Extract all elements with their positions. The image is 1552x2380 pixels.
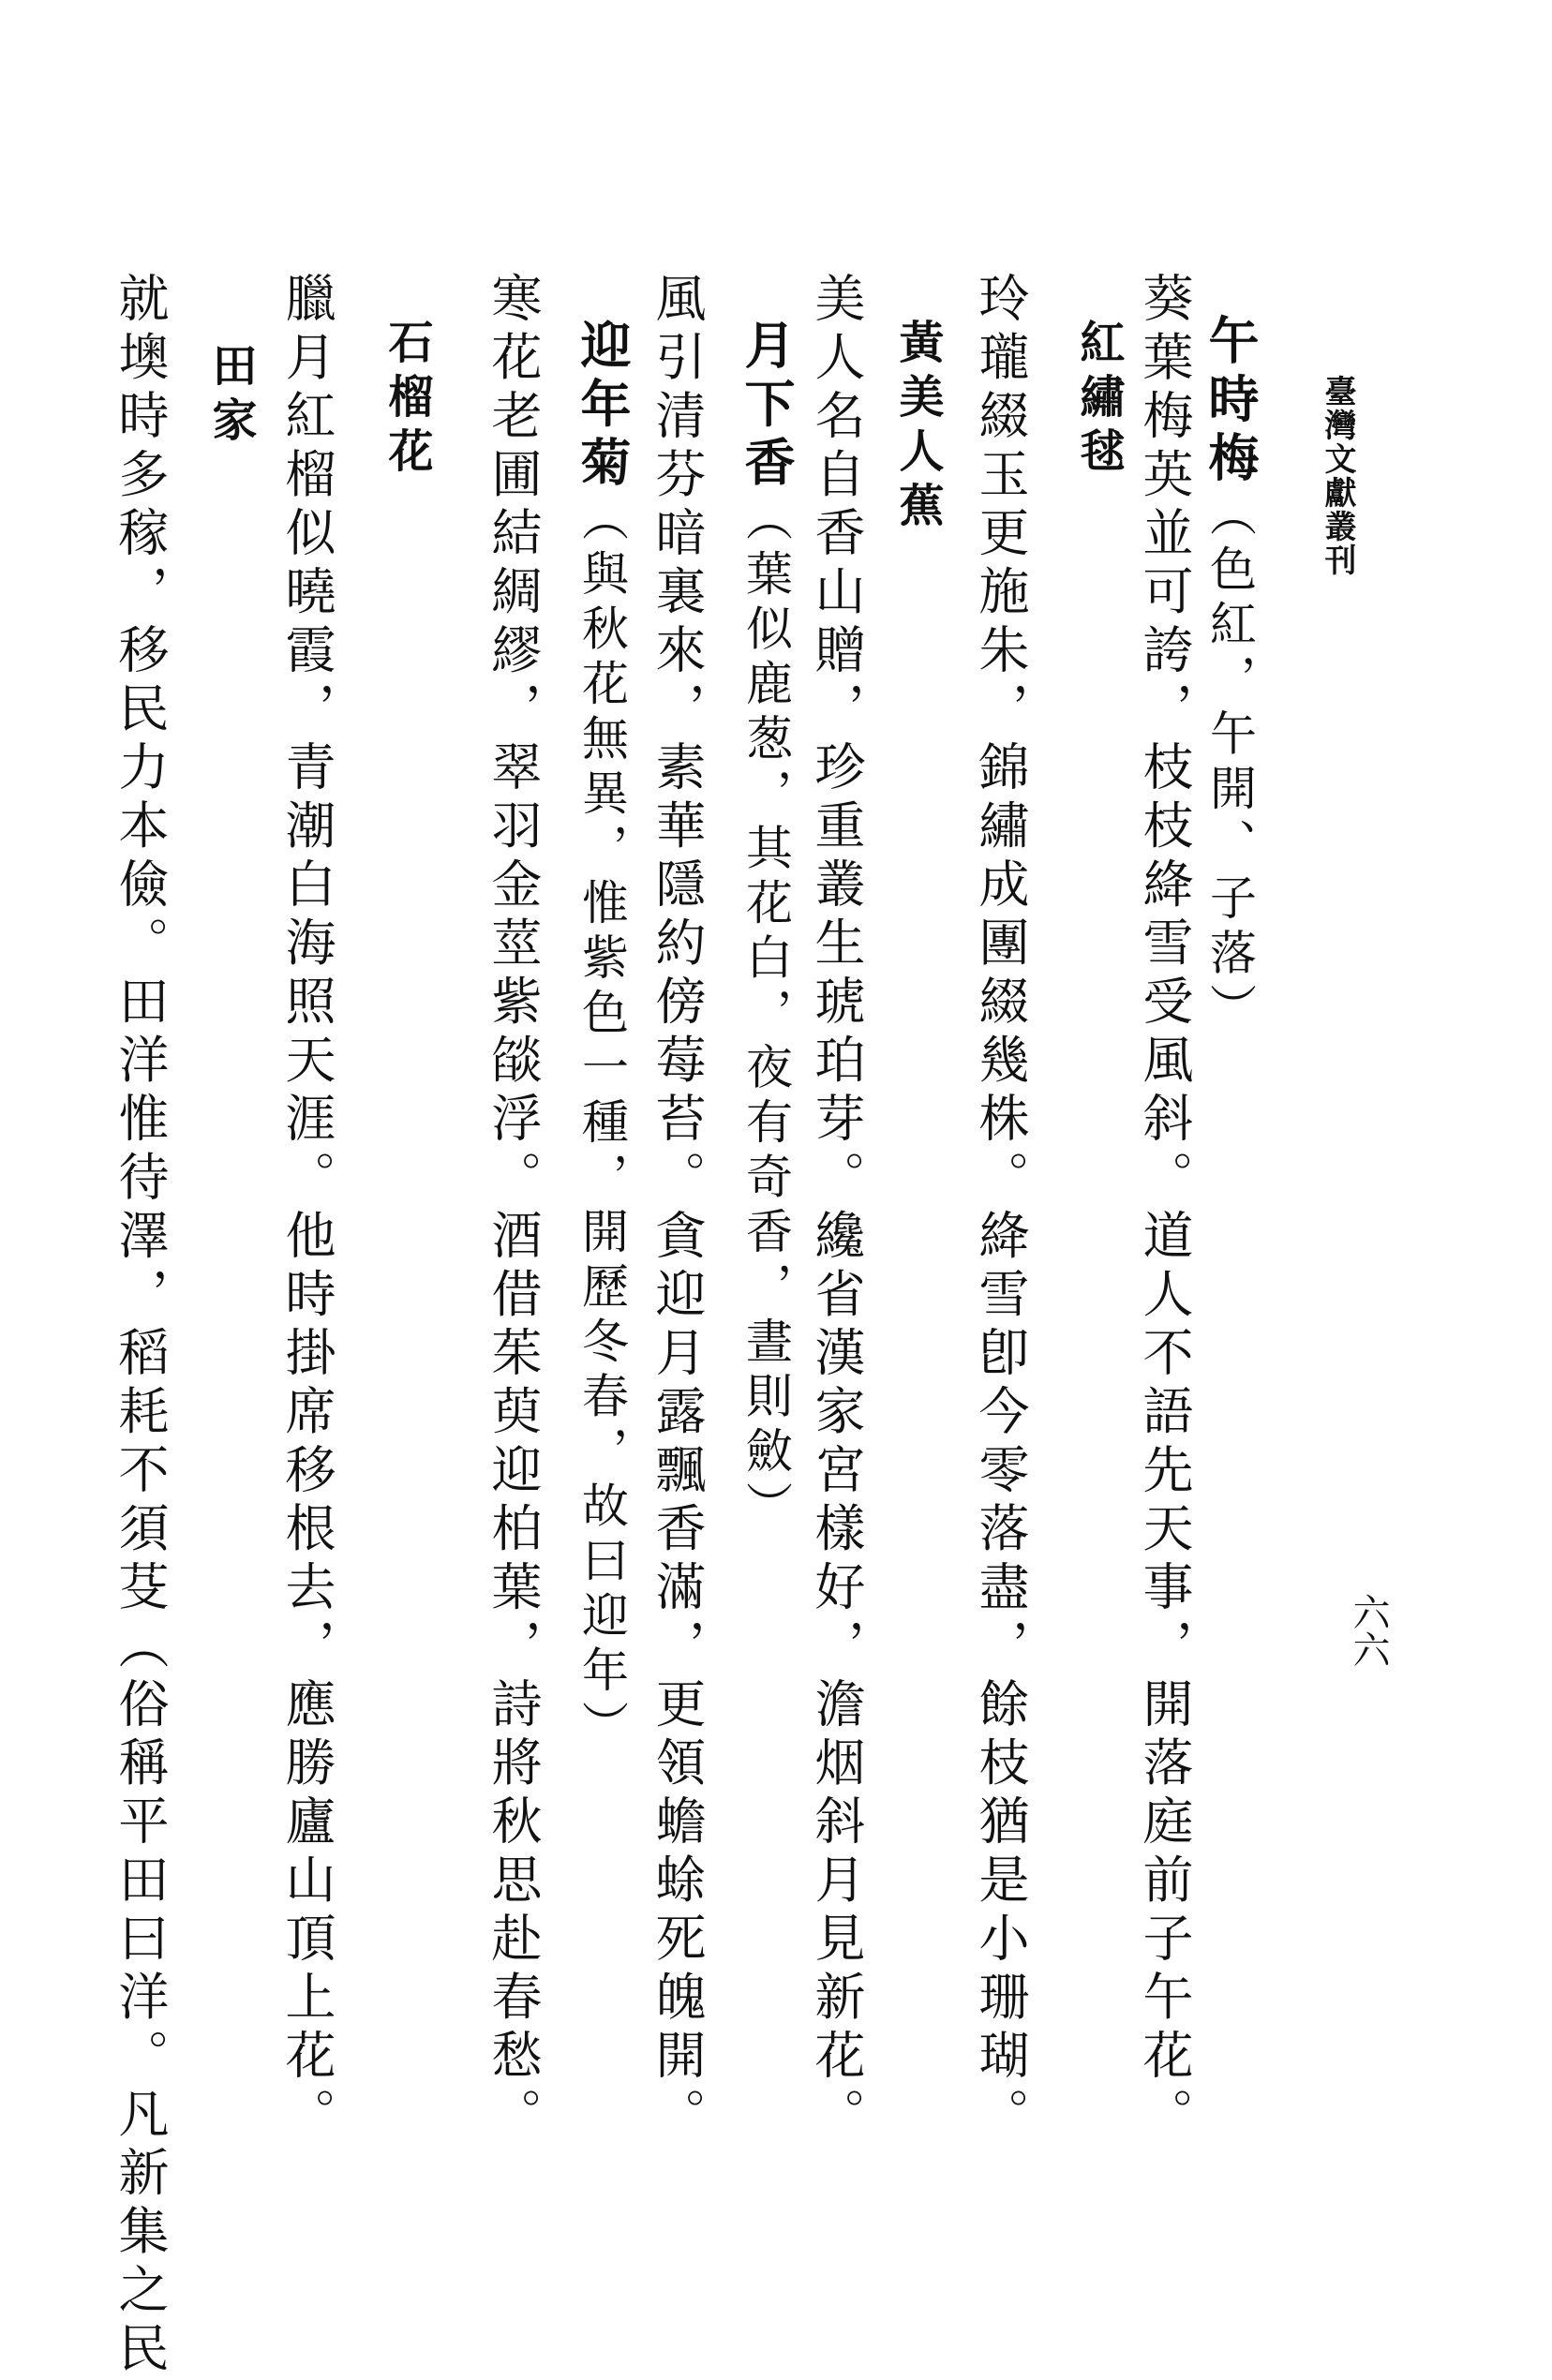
- poem-text-column: 臘月紅榴似曉霞，青潮白海照天涯。他時掛席移根去，應勝廬山頂上花。: [277, 272, 336, 2146]
- poem-text-column: 玲瓏綴玉更施朱，錦繡成團綴幾株。絳雪卽今零落盡，餘枝猶是小珊瑚。: [971, 272, 1030, 2146]
- page-number: 六六: [1347, 1593, 1390, 1668]
- poem-title-column: [737, 319, 796, 1536]
- poem-title-column: 紅繡毬: [1072, 319, 1125, 482]
- poem-text-column: 葵葉梅英並可誇，枝枝絳雪受風斜。道人不語先天事，開落庭前子午花。: [1135, 272, 1194, 2146]
- running-header-title: 臺灣文獻叢刊: [1319, 375, 1356, 577]
- poem-title-column: 石榴花: [381, 319, 433, 482]
- poem-text-column: 寒花老圃結綢繆，翠羽金莖紫燄浮。酒借茱萸迎柏葉，詩將秋思赴春愁。: [484, 272, 543, 2146]
- poem-title-column: [1201, 314, 1260, 1038]
- poem-title-column: [573, 319, 632, 1755]
- poem-title-column: 黃美人蕉: [891, 319, 944, 536]
- poem-note: （色紅，午開、子落）: [1202, 489, 1257, 1038]
- poem-note: （與秋花無異，惟紫色一種，開歷冬春，故曰迎年）: [575, 494, 629, 1755]
- poem-title: 迎年菊: [573, 319, 632, 495]
- poem-title: 月下香: [737, 319, 796, 495]
- poem-text-column: 美人名自香山贈，珍重叢生琥珀芽。纔省漢家宮樣好，澹烟斜月見新花。: [807, 272, 866, 2146]
- poem-title: 午時梅: [1201, 314, 1260, 490]
- poem-text-column: 就墺時多稼，移民力本儉。田洋惟待澤，稻耗不須芟（俗稱平田曰洋。凡新集之民: [111, 272, 170, 2380]
- poem-text-column: 風引清芬暗裏來，素華隱約傍莓苔。貪迎月露飄香滿，更領蟾蜍死魄開。: [648, 272, 707, 2146]
- poem-note: （葉似鹿葱，其花白，夜有奇香，晝則斂）: [739, 494, 793, 1536]
- poem-title-column: 田家: [204, 342, 257, 451]
